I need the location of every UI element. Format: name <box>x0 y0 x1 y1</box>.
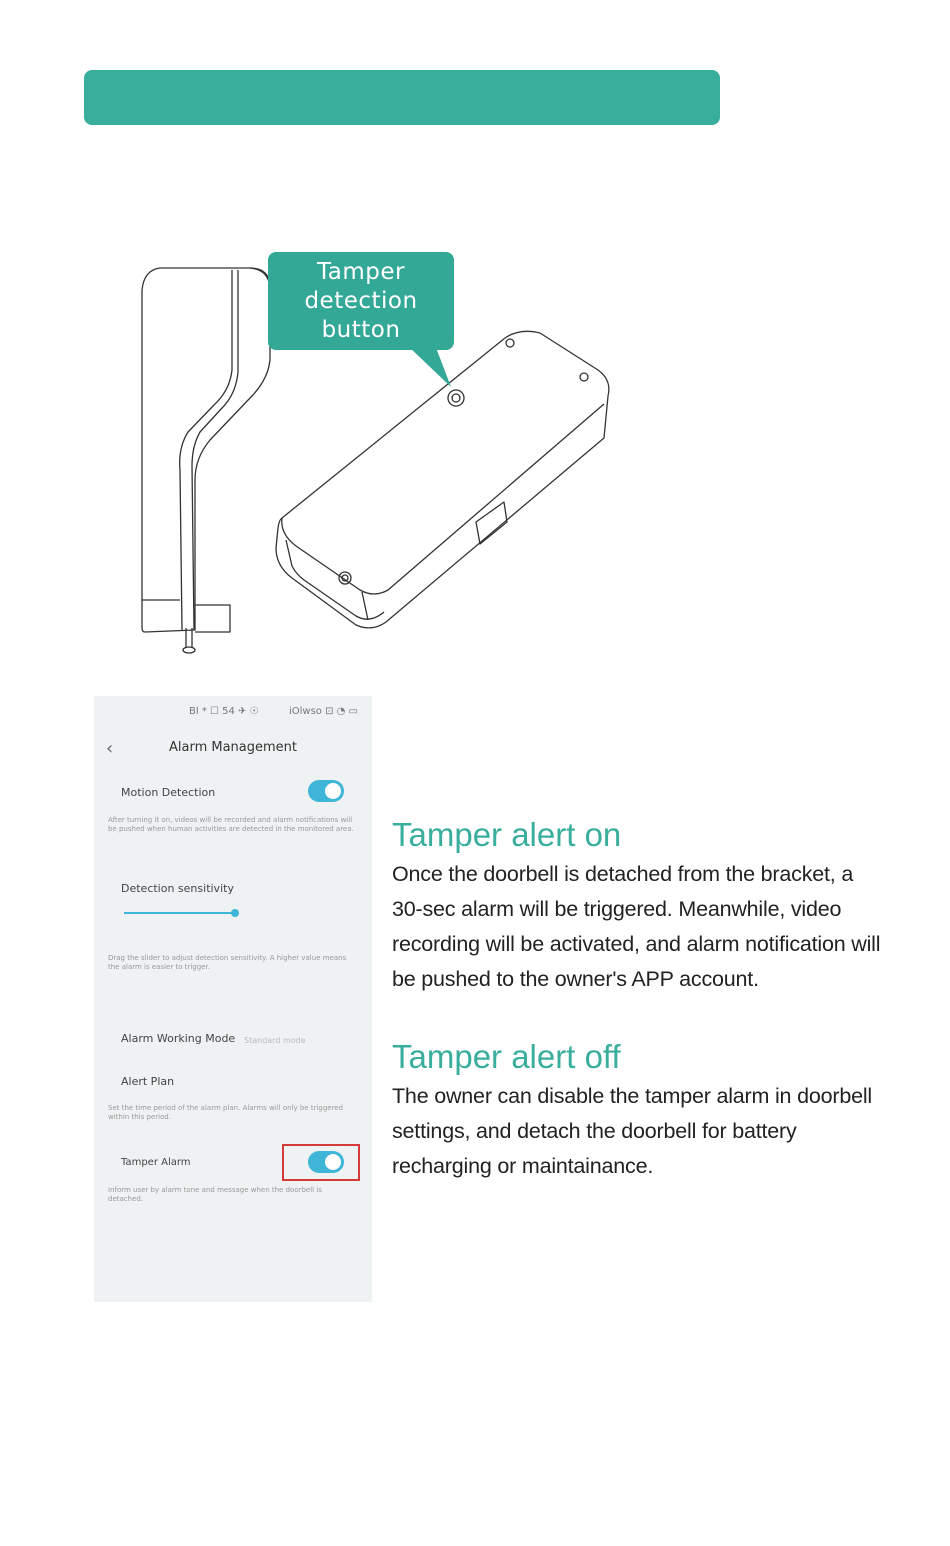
alert-plan-desc: Set the time period of the alarm plan. Alarms will only be triggered within this period. <box>108 1104 344 1121</box>
motion-detection-toggle[interactable] <box>308 780 344 802</box>
tamper-button-callout <box>268 252 454 350</box>
status-right: iOlwso ⊡ ◔ ▭ <box>288 706 358 717</box>
callout-line-1: Tamper <box>317 259 405 285</box>
motion-detection-desc: After turning it on, videos will be recorded and alarm notifications will be pushed when human activities are detected in the monitored area. <box>108 816 354 833</box>
tamper-on-line-3: recording will be activated, and alarm notification will <box>392 932 881 956</box>
sensitivity-label: Detection sensitivity <box>121 882 234 895</box>
motion-detection-label: Motion Detection <box>121 786 216 799</box>
tamper-on-heading: Tamper alert on <box>392 816 622 853</box>
alarm-mode-value: Standard mode <box>244 1036 306 1045</box>
callout-line-2: detection <box>304 288 418 314</box>
sensitivity-desc: Drag the slider to adjust detection sensitivity. A higher value means the alarm is easier to trigger. <box>108 954 347 971</box>
tamper-alarm-desc: Inform user by alarm tone and message when the doorbell is detached. <box>108 1186 322 1203</box>
tamper-toggle-highlight <box>282 1144 360 1181</box>
tamper-on-line-1: Once the doorbell is detached from the bracket, a <box>392 862 854 886</box>
alarm-mode-label[interactable]: Alarm Working Mode <box>121 1032 236 1045</box>
screen-title: Alarm Management <box>168 740 298 755</box>
tamper-off-line-1: The owner can disable the tamper alarm in doorbell <box>392 1084 872 1108</box>
tamper-on-line-2: 30-sec alarm will be triggered. Meanwhile, video <box>392 897 842 921</box>
callout-line-3: button <box>321 317 401 343</box>
header-bar <box>84 70 720 125</box>
sensitivity-slider-knob[interactable] <box>231 909 239 917</box>
tamper-off-paragraph <box>392 1079 932 1184</box>
alert-plan-label[interactable]: Alert Plan <box>121 1075 175 1088</box>
tamper-off-heading: Tamper alert off <box>392 1038 621 1075</box>
status-left: Bl * ☐ 54 ✈ ☉ <box>189 706 259 717</box>
back-icon[interactable]: ‹ <box>106 738 114 759</box>
tamper-off-line-2: settings, and detach the doorbell for battery <box>392 1119 797 1143</box>
tamper-alarm-label: Tamper Alarm <box>121 1157 191 1168</box>
sensitivity-slider[interactable] <box>124 912 236 914</box>
callout-pointer <box>405 345 455 390</box>
tamper-off-line-3: recharging or maintainance. <box>392 1154 654 1178</box>
app-screenshot <box>94 696 372 1302</box>
tamper-on-line-4: be pushed to the owner's APP account. <box>392 967 759 991</box>
tamper-on-paragraph <box>392 857 932 997</box>
